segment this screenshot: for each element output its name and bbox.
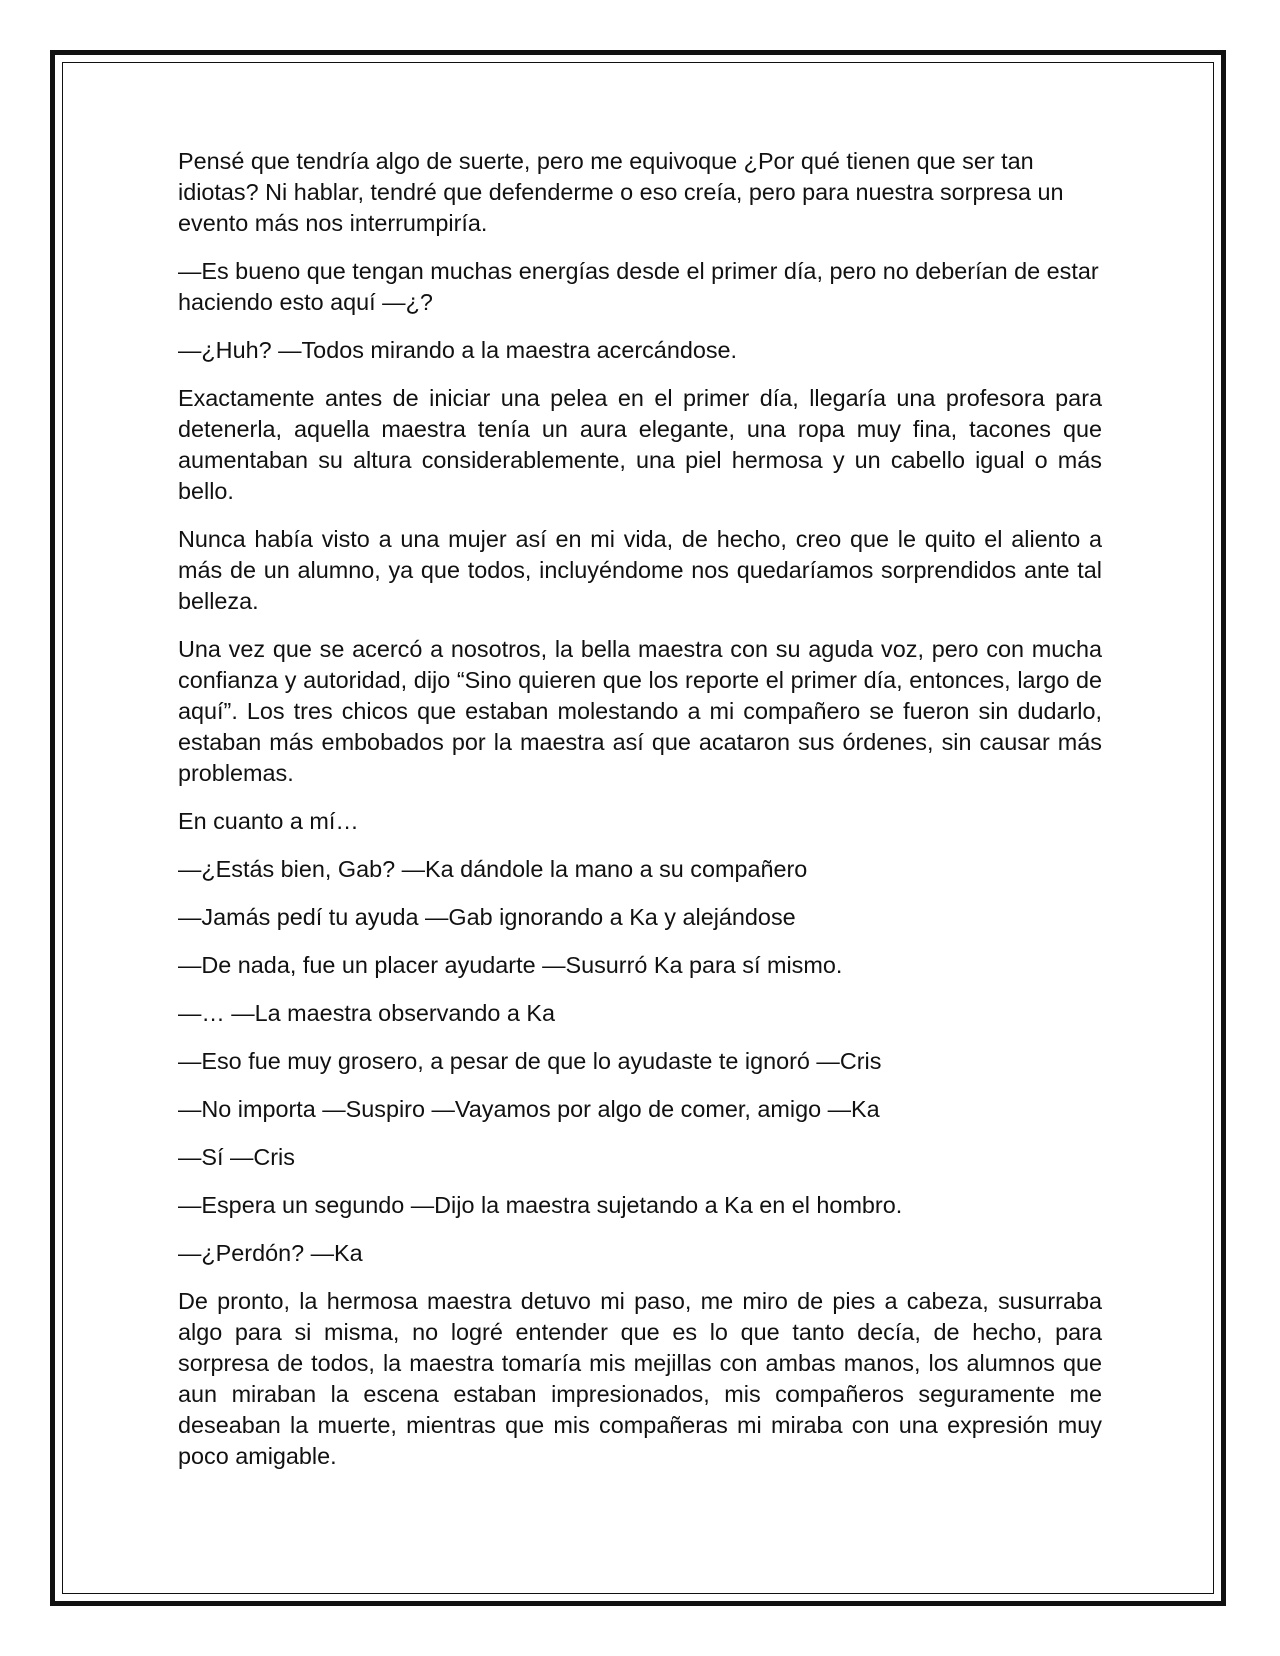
dialogue-line: —Es bueno que tengan muchas energías desde el primer día, pero no deberían de estar haciendo esto aquí —¿? xyxy=(178,258,1099,315)
dialogue-line: —Jamás pedí tu ayuda —Gab ignorando a Ka y alejándose xyxy=(178,904,796,930)
paragraph: Pensé que tendría algo de suerte, pero me equivoque ¿Por qué tienen que ser tan idiotas? Ni hablar, tendré que defenderme o eso creía, pero para nuestra sorpresa un evento más nos interrumpiría. xyxy=(178,148,1064,236)
paragraph: Una vez que se acercó a nosotros, la bella maestra con su aguda voz, pero con mucha confianza y autoridad, dijo “Sino quieren que los reporte el primer día, entonces, largo de aquí”. Los tres chicos que estaban molestando a mi compañero se fueron sin dudarlo, estaban más embobados por la maestra así que acataron sus órdenes, sin causar más problemas. xyxy=(178,636,1102,786)
dialogue-line: —Eso fue muy grosero, a pesar de que lo ayudaste te ignoró —Cris xyxy=(178,1048,882,1074)
dialogue-line: —De nada, fue un placer ayudarte —Susurró Ka para sí mismo. xyxy=(178,952,843,978)
dialogue-line: —… —La maestra observando a Ka xyxy=(178,1000,556,1026)
dialogue-line: —¿Perdón? —Ka xyxy=(178,1240,363,1266)
paragraph: Exactamente antes de iniciar una pelea en el primer día, llegaría una profesora para detenerla, aquella maestra tenía un aura elegante, una ropa muy fina, tacones que aumentaban su altura considerablemente, una piel hermosa y un cabello igual o más bello. xyxy=(178,385,1102,504)
dialogue-line: —Espera un segundo —Dijo la maestra sujetando a Ka en el hombro. xyxy=(178,1192,903,1218)
paragraph: Nunca había visto a una mujer así en mi vida, de hecho, creo que le quito el aliento a más de un alumno, ya que todos, incluyéndome nos quedaríamos sorprendidos ante tal belleza. xyxy=(178,526,1102,614)
dialogue-line: —Sí —Cris xyxy=(178,1144,295,1170)
paragraph: De pronto, la hermosa maestra detuvo mi paso, me miro de pies a cabeza, susurraba algo para si misma, no logré entender que es lo que tanto decía, de hecho, para sorpresa de todos, la maestra tomaría mis mejillas con ambas manos, los alumnos que aun miraban la escena estaban impresionados, mis compañeros seguramente me deseaban la muerte, mientras que mis compañeras mi miraba con una expresión muy poco amigable. xyxy=(178,1288,1102,1469)
dialogue-line: —¿Huh? —Todos mirando a la maestra acercándose. xyxy=(178,337,738,363)
document-body xyxy=(178,146,1102,1489)
paragraph: En cuanto a mí… xyxy=(178,808,359,834)
dialogue-line: —No importa —Suspiro —Vayamos por algo de comer, amigo —Ka xyxy=(178,1096,880,1122)
dialogue-line: —¿Estás bien, Gab? —Ka dándole la mano a su compañero xyxy=(178,856,808,882)
